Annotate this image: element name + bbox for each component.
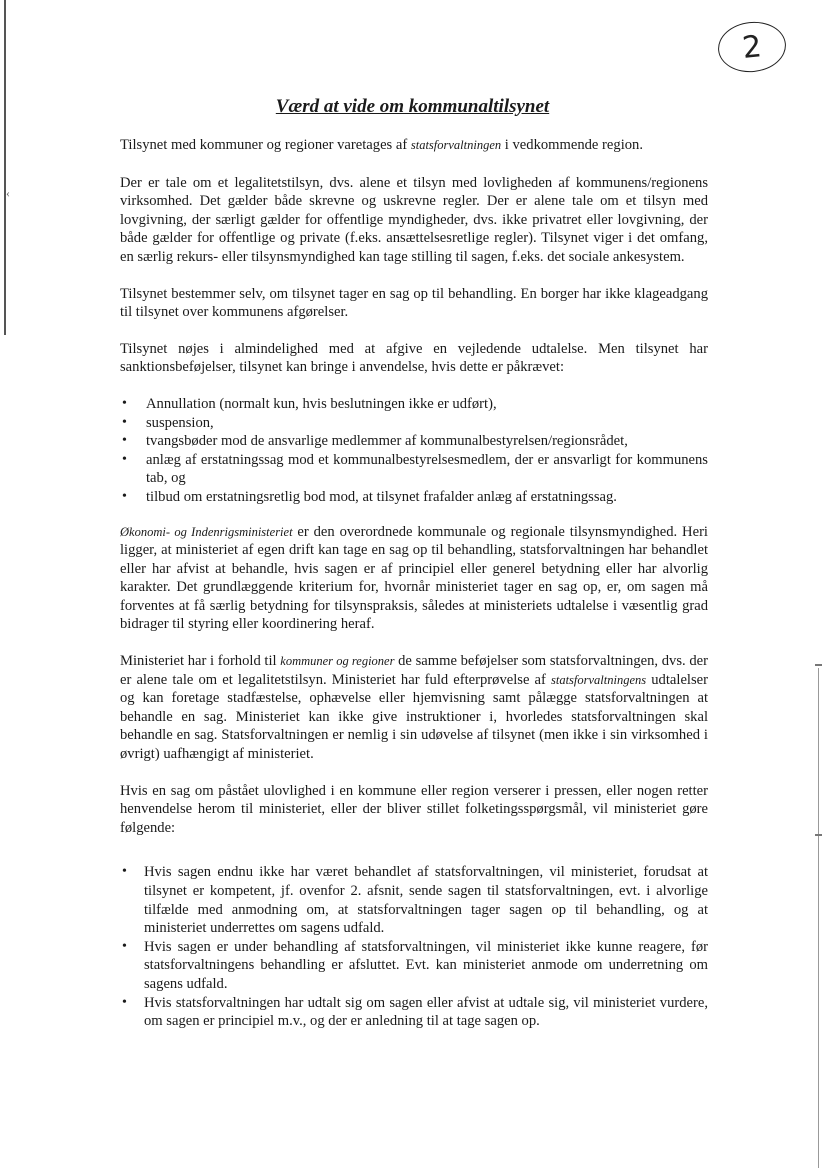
emphasis-ministry: Økonomi- og Indenrigsministeriet: [120, 524, 293, 539]
right-edge-scan-line: [818, 668, 819, 1168]
paragraph-no-complaint: Tilsynet bestemmer selv, om tilsynet tager en sag op til behandling. En borger har ikke klageadgang til tilsynet over kommunens afgørelser.: [120, 285, 708, 321]
bullet-icon: •: [122, 451, 127, 467]
bullet-icon: •: [122, 994, 127, 1010]
margin-scan-line: [4, 0, 6, 335]
bullet-icon: •: [122, 433, 127, 449]
paragraph-intro: Tilsynet med kommuner og regioner varetages af statsforvaltningen i vedkommende region.: [120, 137, 643, 153]
list-item: • anlæg af erstatningssag mod et kommunalbestyrelsesmedlem, der er ansvarligt for kommunens tab, og: [122, 451, 708, 487]
bullet-icon: •: [122, 488, 127, 504]
bullet-icon: •: [122, 864, 127, 880]
bullet-icon: •: [122, 938, 127, 954]
paragraph-sanctions-intro: Tilsynet nøjes i almindelighed med at afgive en vejledende udtalelse. Men tilsynet har sanktionsbeføjelser, tilsynet kan bringe i anvendelse, hvis dette er påkrævet:: [120, 340, 708, 376]
edge-tick: [815, 664, 822, 666]
page-number: 2: [740, 28, 764, 66]
bullet-icon: •: [122, 395, 127, 411]
document-body: [120, 136, 708, 1047]
document-title: Værd at vide om kommunaltilsynet: [275, 96, 550, 117]
sanctions-list: [120, 395, 708, 507]
margin-scan-mark: ‹: [6, 186, 10, 200]
list-item: • suspension,: [122, 414, 214, 431]
edge-tick: [815, 834, 822, 836]
paragraph-press-cases: Hvis en sag om påstået ulovlighed i en kommune eller region verserer i pressen, eller nogen retter henvendelse herom til ministeriet, eller der bliver stillet folketingsspørgsmål, vil ministeriet gøre følgende:: [120, 782, 708, 836]
list-item: • Hvis sagen er under behandling af statsforvaltningen, vil ministeriet ikke kunne reagere, før statsforvaltningens behandling er afsluttet. Evt. kan ministeriet anmode om underretning om sagens udfald.: [122, 938, 708, 992]
emphasis-statsforvaltningens: statsforvaltningens: [551, 672, 647, 687]
emphasis-kommuner-regioner: kommuner og regioner: [280, 654, 395, 669]
bullet-icon: •: [122, 414, 127, 430]
emphasis-statsforvaltningen: statsforvaltningen: [410, 138, 502, 152]
paragraph-legality: Der er tale om et legalitetstilsyn, dvs. alene et tilsyn med lovligheden af kommunens/regionens virksomhed. Det gælder både skrevne og uskrevne regler. Der er alene tale om et tilsyn med lovgivning, der særligt gælder for offentlige myndigheder, dvs. ikke privatret eller lovgivning, der både gælder for offentlige og private (f.eks. ansættelsesretlige regler). Tilsynet viger i det omfang, en særlig rekurs- eller tilsynsmyndighed kan tage stilling til sagen, f.eks. det sociale ankesystem.: [120, 174, 708, 265]
list-item: • Annullation (normalt kun, hvis beslutningen ikke er udført),: [122, 395, 497, 412]
ministry-actions-list: [120, 863, 708, 1030]
list-item: • Hvis sagen endnu ikke har været behandlet af statsforvaltningen, vil ministeriet, forudsat at tilsynet er kompetent, jf. ovenfor 2. afsnit, sende sagen til statsforvaltningen, evt. i alvorlige tilfælde med anmodning om, at statsforvaltningen tager sagen op til behandling, og at ministeriet underrettes om sagens udfald.: [122, 864, 708, 937]
list-item: • Hvis statsforvaltningen har udtalt sig om sagen eller afvist at udtale sig, vil ministeriet vurdere, om sagen er principiel m.v., og der er anledning til at tage sagen op.: [122, 994, 708, 1030]
list-item: • tvangsbøder mod de ansvarlige medlemmer af kommunalbestyrelsen/regionsrådet,: [122, 433, 628, 450]
paragraph-ministry-role: Økonomi- og Indenrigsministeriet er den overordnede kommunale og regionale tilsynsmyndighed. Heri ligger, at ministeriet af egen drift kan tage en sag op til behandling, statsforvaltningen har behandlet eller har afvist at behandle, hvis sagen er af principiel eller generel betydning eller har alvorlig karakter. Det grundlæggende kriterium for, hvornår ministeriet tager en sag op, er, om sagen må forventes at få særlig betydning for tilsynspraksis, således at ministeriets udtalelse i væsentlig grad bidrager til styring eller koordinering heraf.: [120, 523, 708, 633]
page-number-circle: [716, 19, 789, 76]
list-item: • tilbud om erstatningsretlig bod mod, at tilsynet frafalder anlæg af erstatningssag.: [122, 488, 617, 505]
paragraph-ministry-powers: Ministeriet har i forhold til kommuner og regioner de samme beføjelser som statsforvaltningen, dvs. der er alene tale om et legalitetstilsyn. Ministeriet har fuld efterprøvelse af statsforvaltningens udtalelser og kan foretage stadfæstelse, ophævelse eller hjemvisning samt pålægge statsforvaltningen at behandle en sag. Ministeriet kan ikke give instruktioner i, hvorledes statsforvaltningen skal behandle en sag. Statsforvaltningen er nemlig i sin udøvelse af tilsynet (men ikke i sin virksomhed i øvrigt) uafhængigt af ministeriet.: [120, 653, 708, 763]
